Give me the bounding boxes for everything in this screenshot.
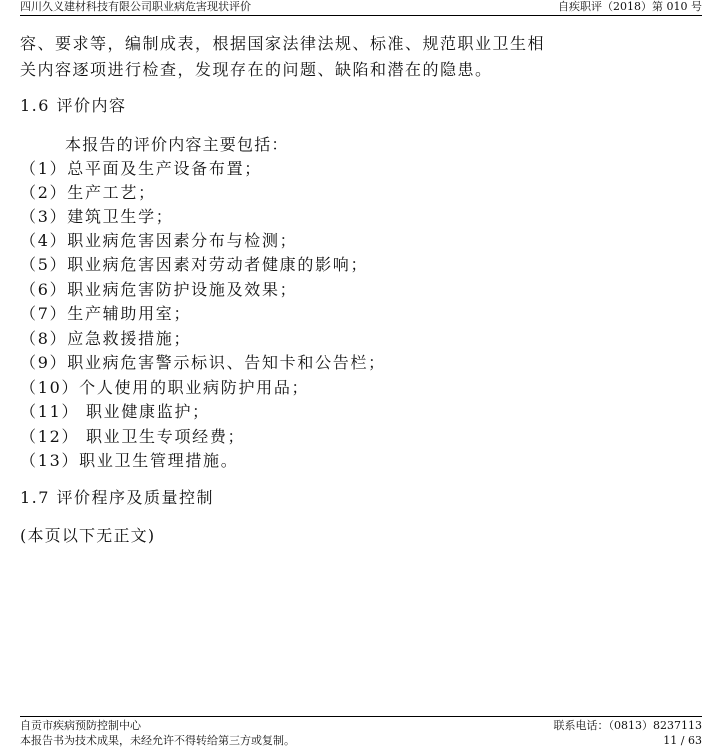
paragraph-line-1: 容、要求等，编制成表，根据国家法律法规、标准、规范职业卫生相 [20,34,546,53]
list-item: （6）职业病危害防护设施及效果； [20,280,298,299]
header-report-number: 自疾职评（2018）第 010 号 [558,0,702,13]
list-item: （2）生产工艺； [20,183,156,202]
list-item: （5）职业病危害因素对劳动者健康的影响； [20,255,369,274]
no-text-note: (本页以下无正文) [20,526,156,545]
list-item: （9）职业病危害警示标识、告知卡和公告栏； [20,353,386,372]
paragraph-line-2: 关内容逐项进行检查，发现存在的问题、缺陷和潜在的隐患。 [20,60,493,79]
list-item: （4）职业病危害因素分布与检测； [20,231,298,250]
footer-disclaimer: 本报告书为技术成果，未经允许不得转给第三方或复制。 [20,734,295,747]
page-header [20,0,702,16]
list-item: （10）个人使用的职业病防护用品； [20,378,310,397]
footer-phone: 联系电话：（0813）8237113 [553,719,702,732]
list-item: （1）总平面及生产设备布置； [20,159,262,178]
list-item: （11） 职业健康监护； [20,402,210,421]
list-item: （12） 职业卫生专项经费； [20,427,246,446]
list-item: （13）职业卫生管理措施。 [20,451,239,470]
footer-organization: 自贡市疾病预防控制中心 [20,719,141,732]
content-intro: 本报告的评价内容主要包括： [65,135,289,154]
list-item: （7）生产辅助用室； [20,304,192,323]
list-item: （8）应急救援措施； [20,329,192,348]
header-company-title: 四川久义建材科技有限公司职业病危害现状评价 [20,0,251,13]
page-number: 11 / 63 [663,734,702,747]
section-heading-1-6: 1.6 评价内容 [20,96,127,115]
page-footer-top [20,716,702,732]
section-heading-1-7: 1.7 评价程序及质量控制 [20,488,215,507]
list-item: （3）建筑卫生学； [20,207,174,226]
page-footer-bottom [20,734,702,747]
